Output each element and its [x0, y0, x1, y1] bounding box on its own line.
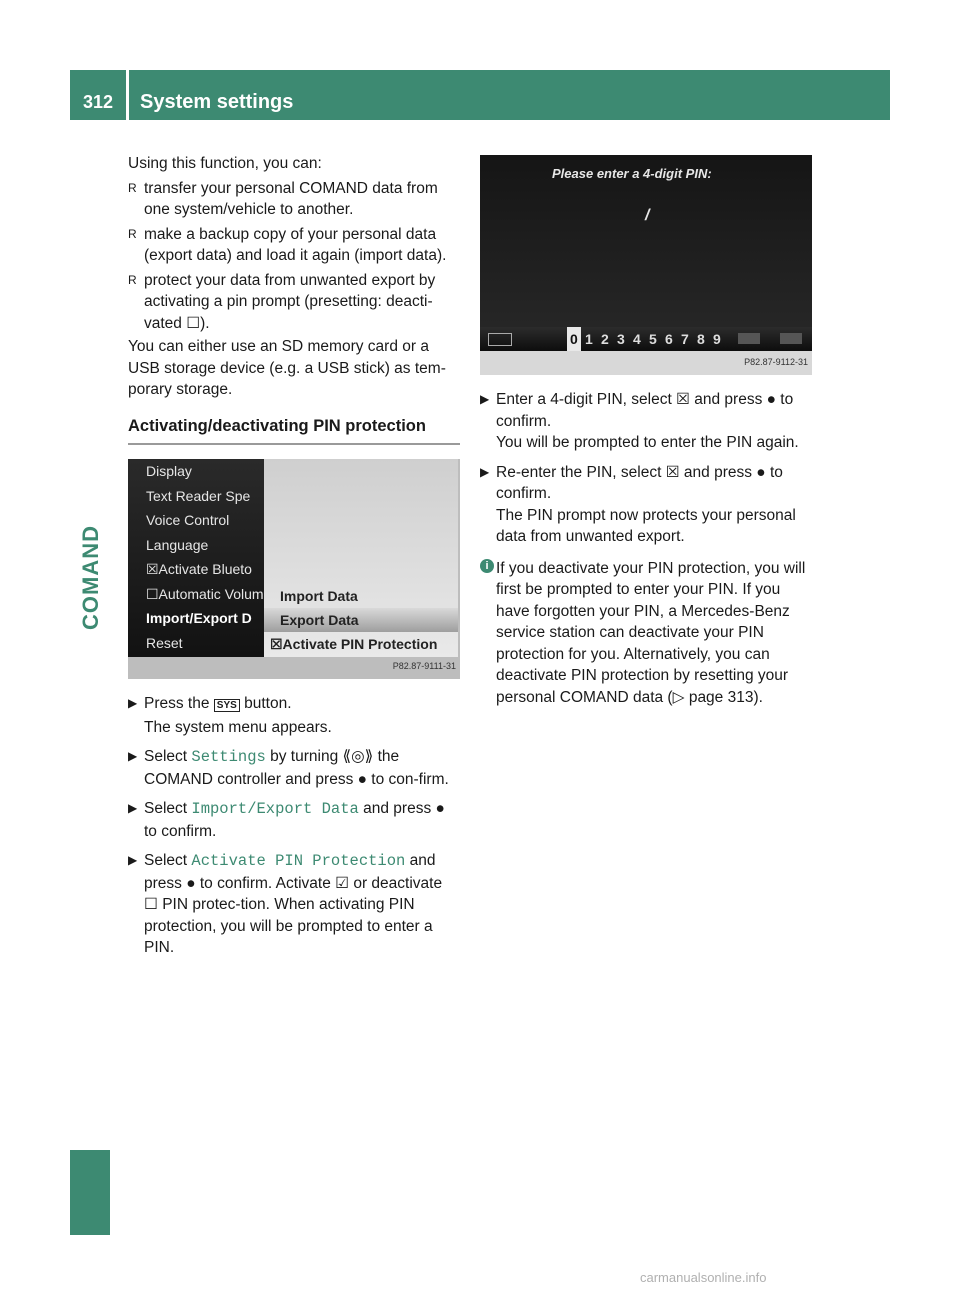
step-text: Press the: [144, 695, 214, 712]
submenu-panel: [264, 459, 458, 657]
step-item: [128, 693, 460, 738]
bullet-marker: R: [128, 180, 137, 195]
step-arrow: ▶: [128, 696, 138, 710]
step-item: [480, 462, 812, 548]
menu-item-selected: Import/Export D: [146, 610, 252, 626]
submenu-item: ☒Activate PIN Protection: [270, 636, 438, 652]
bullet-text: protect your data from unwanted export by activating a pin prompt (presetting: deacti-vated ☐).: [144, 271, 436, 332]
menu-item: Reset: [146, 634, 183, 651]
back-icon: [488, 333, 512, 346]
step-text: and press ● to confirm. Activate ☑ or deactivate ☐ PIN protec-tion. When activating PIN protection, you will be prompted to enter a PIN.: [144, 852, 443, 956]
image-caption: P82.87-9111-31: [392, 660, 456, 671]
side-tab-block: [70, 1150, 110, 1235]
digit-selected: 0: [567, 327, 581, 351]
digit: 9: [713, 331, 721, 347]
bullet-text: make a backup copy of your personal data (export data) and load it again (import data).: [144, 225, 447, 264]
step-item: [128, 746, 460, 790]
digit-bar: [480, 327, 812, 351]
step-result: The PIN prompt now protects your personal data from unwanted export.: [496, 506, 796, 545]
menu-item: ☐Automatic Volum: [146, 585, 264, 602]
image-caption: P82.87-9112-31: [744, 356, 808, 367]
step-arrow: ▶: [128, 749, 138, 763]
step-text: Re-enter the PIN, select ☒ and press ● to confirm.: [496, 463, 783, 502]
step-arrow: ▶: [128, 853, 138, 867]
intro-text: Using this function, you can:: [128, 155, 322, 172]
digit: 4: [633, 331, 641, 347]
info-icon: i: [480, 559, 494, 573]
step-text: by turning ⟪◎⟫ the COMAND controller and press ● to con-firm.: [144, 748, 449, 788]
bullet-item: [128, 270, 460, 335]
menu-reference: Activate PIN Protection: [191, 852, 406, 870]
storage-paragraph: You can either use an SD memory card or a USB storage device (e.g. a USB stick) as tem-porary storage.: [128, 338, 446, 398]
bullet-item: [128, 224, 460, 267]
step-item: [480, 389, 812, 454]
menu-item: ☒Activate Blueto: [146, 561, 252, 577]
submenu-item-highlighted: Export Data: [264, 608, 458, 632]
step-arrow: ▶: [480, 392, 490, 406]
step-text: Select: [144, 748, 192, 765]
page-number: 312: [82, 92, 114, 112]
menu-item: Language: [146, 536, 209, 553]
side-tab: [72, 470, 108, 630]
page-header: [70, 70, 890, 120]
info-note: [480, 558, 812, 709]
pin-cursor: /: [645, 207, 650, 224]
left-column: [128, 153, 460, 959]
bullet-marker: R: [128, 226, 137, 241]
step-result: The system menu appears.: [144, 718, 332, 736]
submenu-item: Import Data: [280, 588, 358, 604]
system-menu-list: [128, 459, 264, 657]
bullet-item: [128, 178, 460, 221]
right-column: [480, 155, 812, 708]
menu-reference: Import/Export Data: [191, 800, 359, 818]
step-arrow: ▶: [128, 801, 138, 815]
header-divider: [126, 70, 129, 120]
section-title: System settings: [140, 91, 294, 113]
menu-item: Text Reader Spe: [146, 487, 251, 504]
digit: 8: [697, 331, 705, 347]
screenshot-system-menu: [128, 459, 460, 679]
menu-item: Voice Control: [146, 512, 230, 528]
bullet-marker: R: [128, 272, 137, 287]
digit: 3: [617, 331, 625, 347]
screenshot-pin-entry: [480, 155, 812, 375]
ok-icon: [780, 333, 802, 344]
bullet-text: transfer your personal COMAND data from one system/vehicle to another.: [144, 179, 438, 218]
digit: 6: [665, 331, 673, 347]
step-item: [128, 798, 460, 842]
step-text: button.: [239, 695, 292, 712]
digit: 5: [649, 331, 657, 347]
menu-item: Display: [146, 463, 192, 479]
section-heading: Activating/deactivating PIN protection: [128, 416, 460, 446]
step-arrow: ▶: [480, 464, 490, 479]
step-result: You will be prompted to enter the PIN again.: [496, 434, 799, 451]
step-item: [128, 850, 460, 959]
digit: 2: [601, 331, 609, 347]
note-text: If you deactivate your PIN protection, you will first be prompted to enter your PIN. If you have forgotten your PIN, a Mercedes-Benz service station can deactivate your PIN protection for you. Alternatively, you can deactivate PIN protection by resetting your personal COMAND data (▷ page 313).: [496, 559, 806, 706]
menu-reference: Settings: [191, 748, 266, 766]
watermark: carmanualsonline.info: [640, 1270, 767, 1285]
step-text: Select: [144, 800, 192, 817]
pin-prompt: Please enter a 4-digit PIN:: [552, 166, 712, 181]
step-text: Enter a 4-digit PIN, select ☒ and press ● to confirm.: [496, 391, 794, 430]
digit: 1: [585, 331, 593, 347]
delete-icon: [738, 333, 760, 344]
digit: 7: [681, 331, 689, 347]
step-text: and press ● to confirm.: [144, 800, 445, 840]
side-tab-label: COMAND: [78, 525, 103, 630]
sys-button-icon: SYS: [214, 699, 240, 712]
step-text: Select: [144, 852, 192, 869]
